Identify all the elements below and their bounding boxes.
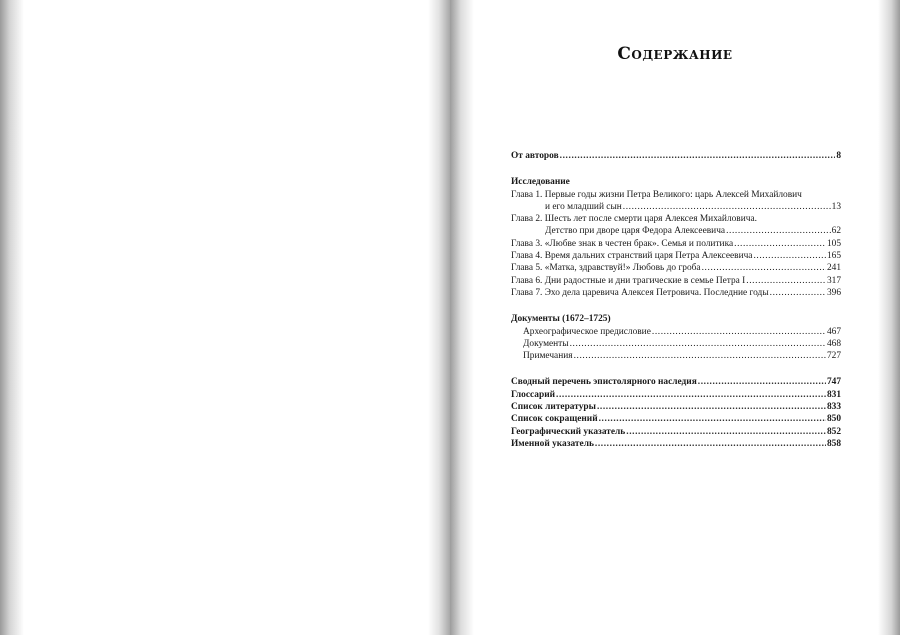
section-heading-documents: Документы (1672–1725) <box>511 314 611 325</box>
toc-entry-name-index[interactable] <box>511 438 841 450</box>
table-of-contents <box>511 150 841 450</box>
toc-entry-page: 62 <box>831 226 841 237</box>
leader-dots <box>652 326 826 338</box>
toc-entry-page: 831 <box>826 389 841 400</box>
leader-dots <box>770 287 826 299</box>
toc-entry-label: Список литературы <box>511 402 596 413</box>
toc-title: Содержание <box>617 44 733 64</box>
leader-dots <box>734 238 826 250</box>
toc-entry-page: 165 <box>826 251 841 262</box>
toc-entry-label: Именной указатель <box>511 438 594 449</box>
toc-entry-label: Примечания <box>523 351 573 362</box>
toc-entry-chapter-6[interactable] <box>511 275 841 287</box>
toc-entry-epistolary-list[interactable] <box>511 376 841 388</box>
toc-entry-label: От авторов <box>511 151 559 161</box>
leader-dots <box>574 350 826 362</box>
toc-entry-label: Глава 1. Первые годы жизни Петра Великого: царь Алексей Михайлович <box>511 189 802 200</box>
leader-dots <box>595 438 826 450</box>
left-gutter-shadow <box>428 0 450 635</box>
leader-dots <box>746 275 826 287</box>
leader-dots <box>726 225 831 237</box>
leader-dots <box>698 376 826 388</box>
toc-entry-documents[interactable] <box>511 338 841 350</box>
toc-entry-page: 850 <box>826 414 841 425</box>
toc-entry-page: 105 <box>826 238 841 249</box>
leader-dots <box>623 201 831 213</box>
toc-entry-page: 727 <box>826 351 841 362</box>
toc-entry-glossary[interactable] <box>511 389 841 401</box>
leader-dots <box>599 413 826 425</box>
toc-entry-label: Глава 4. Время дальних странствий царя Петра Алексеевича <box>511 251 753 262</box>
toc-entry-bibliography[interactable] <box>511 401 841 413</box>
toc-entry-chapter-4[interactable] <box>511 250 841 262</box>
toc-entry-chapter-1[interactable] <box>511 189 841 214</box>
right-page-edge-shadow <box>878 0 900 635</box>
toc-entry-chapter-3[interactable] <box>511 238 841 250</box>
toc-entry-page: 833 <box>826 402 841 413</box>
toc-entry-page: 8 <box>836 151 841 161</box>
leader-dots <box>556 389 826 401</box>
toc-entry-label: Глава 6. Дни радостные и дни трагические в семье Петра I <box>511 275 746 286</box>
toc-entry-intro[interactable] <box>511 150 841 162</box>
leader-dots <box>753 250 825 262</box>
toc-entry-abbreviations[interactable] <box>511 413 841 425</box>
toc-entry-page: 467 <box>826 326 841 337</box>
toc-entry-page: 396 <box>826 287 841 298</box>
toc-entry-label: Список сокращений <box>511 414 598 425</box>
toc-entry-label: Глава 7. Эхо дела царевича Алексея Петровича. Последние годы <box>511 287 769 298</box>
toc-entry-chapter-2[interactable] <box>511 213 841 238</box>
left-page-edge-shadow <box>0 0 24 635</box>
toc-entry-label: Глава 3. «Любве знак в честен брак». Семья и политика <box>511 238 734 249</box>
toc-entry-label: Сводный перечень эпистолярного наследия <box>511 377 697 388</box>
toc-entry-page: 13 <box>831 201 841 212</box>
toc-entry-label: Археографическое предисловие <box>523 326 651 337</box>
toc-entry-notes[interactable] <box>511 350 841 362</box>
toc-entry-page: 241 <box>826 263 841 274</box>
toc-entry-label: Глоссарий <box>511 389 555 400</box>
right-page <box>450 0 900 635</box>
toc-entry-page: 852 <box>826 426 841 437</box>
toc-entry-label: Глава 5. «Матка, здравствуй!» Любовь до гроба <box>511 263 701 274</box>
section-heading-research: Исследование <box>511 177 570 188</box>
toc-entry-page: 317 <box>826 275 841 286</box>
toc-entry-label: Глава 2. Шесть лет после смерти царя Алексея Михайловича. <box>511 214 757 225</box>
toc-entry-label-continued: Детство при дворе царя Федора Алексеевича <box>545 226 726 237</box>
toc-entry-page: 747 <box>826 377 841 388</box>
toc-entry-label: Географический указатель <box>511 426 626 437</box>
toc-entry-chapter-5[interactable] <box>511 262 841 274</box>
toc-entry-geographic-index[interactable] <box>511 426 841 438</box>
toc-entry-page: 468 <box>826 338 841 349</box>
leader-dots <box>626 426 826 438</box>
leader-dots <box>560 150 836 162</box>
toc-entry-chapter-7[interactable] <box>511 287 841 299</box>
leader-dots <box>597 401 826 413</box>
leader-dots <box>702 262 826 274</box>
toc-entry-page: 858 <box>826 438 841 449</box>
toc-entry-label-continued: и его младший сын <box>545 201 622 212</box>
right-gutter-shadow <box>450 0 474 635</box>
toc-entry-archaeographic-preface[interactable] <box>511 326 841 338</box>
leader-dots <box>570 338 826 350</box>
toc-entry-label: Документы <box>523 338 569 349</box>
